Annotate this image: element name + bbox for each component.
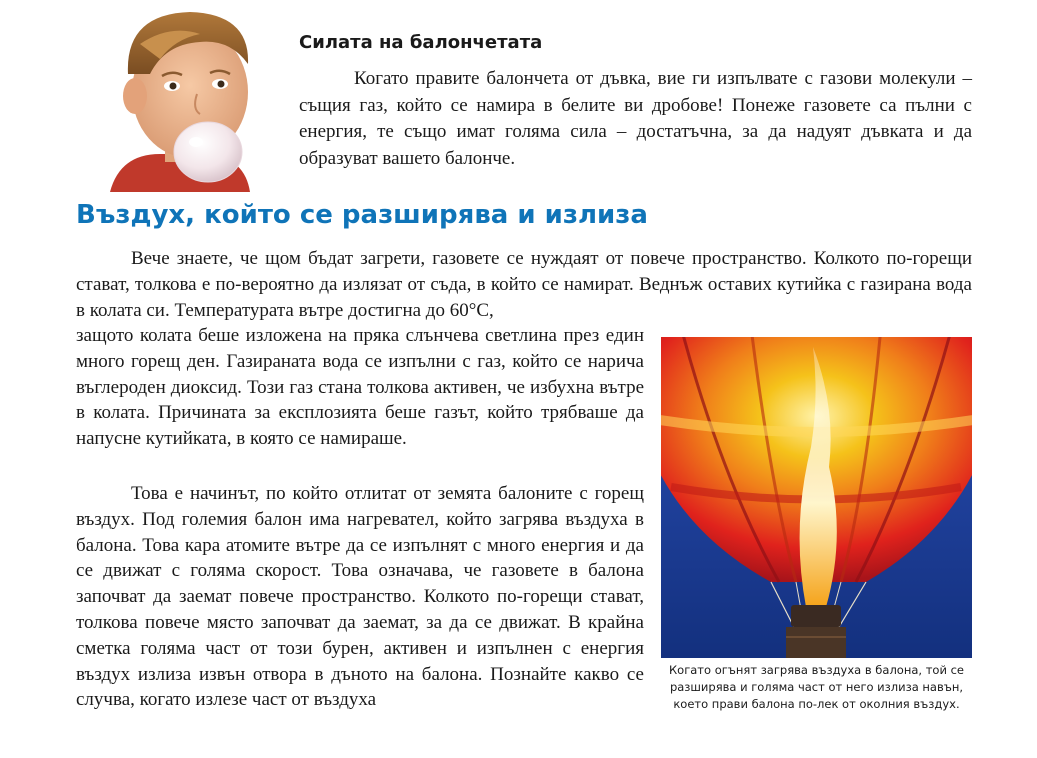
sidebar-title: Силата на балончетата — [299, 32, 543, 53]
figure-caption: Когато огънят загрява въздуха в балона, той се разширява и голяма част от него излиза навън, което прави балона по-лек от околния въздух. — [669, 663, 964, 711]
section-heading: Въздух, който се разширява и излиза — [76, 200, 648, 230]
paragraph-1: Вече знаете, че щом бъдат загрети, газовете се нуждаят от повече пространство. Колкото по-горещи стават, толкова е по-вероятно да излязат от съда, в който се намират. Веднъж оставих кутийка с газирана вода в колата си. Температурата вътре достигна до 60°C, — [76, 248, 972, 321]
sidebar-text: Когато правите балончета от дъвка, вие ги изпълвате с газови молекули – същия газ, който се намира в белите ви дробове! Понеже газовете са пълни с енергия, те също имат голяма сила – достатъчна, за да надуят дъвката и да образуват вашето балонче. — [299, 68, 972, 169]
hot-air-balloon-photo — [661, 337, 972, 658]
paragraph-2: защото колата беше изложена на пряка слънчева светлина през един много горещ ден. Газираната вода се изпълни с газ, който се нарича въглероден диоксид. Този газ стана толкова активен, че избухна вътре в колата. Причината за експлозията беше газът, който трябваше да напусне кутийката, в която се намираше. — [76, 325, 644, 450]
paragraph-3: Това е начинът, по който отлитат от земята балоните с горещ въздух. Под големия балон има нагревател, който загрява въздуха в балона. Това кара атомите вътре да се изпълнят с много енергия и да се движат с голяма скорост. Това означава, че газовете в балона започват да заемат повече пространство. Колкото по-горещи стават, толкова повече място започват да заемат, за да се движат. В крайна сметка голяма част от този бурен, активен и изпълнен с енергия въздух излиза извън отвора в дъното на балона. Познайте какво се случва, когато излезе част от въздуха — [76, 483, 644, 711]
boy-bubblegum-photo — [80, 4, 275, 192]
